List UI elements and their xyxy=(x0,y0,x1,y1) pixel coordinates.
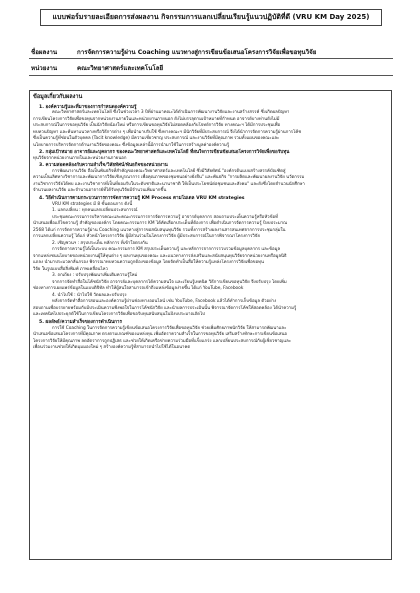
section-4-line: จากแหล่งชนนโยบายของหน่วยงานผู้ให้ทุนต่าง ๆ ผลงานทุนของคณะ และแนวทางการส่งเสริมและสนับสนุนทุนวิจัยจากหน่วยงานหรือมูลนิธิ xyxy=(33,253,287,259)
section-2-line: ทุนวิจัยจากหน่วยงานภายในและหน่วยงานภายนอก xyxy=(33,155,127,161)
section-4-line: VRU KM strategies มี 8 ขั้นตอนการ ดังนี้ xyxy=(52,201,133,207)
section-3-line: ความเป็นเลิศทางวิชาการและพัฒนาการวิจัยเชิงบูรณาการ เพื่อคุณภาพของชุมชนอย่างยั่งยืน" และพันธกิจ "การผลิตและพัฒนาผลงานวิจัย นวัตกรรม xyxy=(33,175,305,180)
section-1-heading: 1. องค์ความรู้และที่มาของการกำหนดองค์ความรู้ xyxy=(39,105,137,110)
section-4-step: 4. นำไปใช้ : นำไปใช้ วัดผลและปรับปรุง xyxy=(52,292,127,298)
section-4-step: 2. เชิญชวนฯ : สรุปประเด็น หลักการ ที่เข้าใจตรงกัน xyxy=(52,240,148,246)
section-4-line: สอบถามเพื่อบรรยายพร้อมกับมีประเมินความพึงพอใจในการโค้ชนักวิจัย และนำผลการประเมินนั้น พิจารณาจัดการโค้ชให้สอดคล้อง ได้นำความรู้ xyxy=(33,305,297,311)
document-title: แบบฟอร์มรายละเอียดการส่งผลงาน กิจกรรมการแลกเปลี่ยนเรียนรู้แนวปฏิบัติที่ดี (VRU KM Day 2025) xyxy=(40,9,382,26)
section-4-line: แถลง นำมาประมวลกลั่นกรอง พิจารณาทบทวนความถูกต้องของข้อมูล โดยจัดทำเป็นสื่อให้ความรู้แหล่งโครงการวิจัยเพื่อขอทุน xyxy=(33,260,264,265)
section-4-line: นำเสนอเพื่อแก้ไขความรู้ สำคัญขององค์กร โดยคณะกรรมการ KM ได้คัดเลือกประเด็นที่ต้องการ เพื่อดำเนินการจัดการความรู้ ปีงบประมาณ xyxy=(33,221,288,226)
section-4-line: 2568 ได้แก่ การจัดการความรู้ผ่าน Coaching แนวทางสู่การขอสนับสนุนทุนวิจัย รวมทั้งการสร้างผลงานสารสนเทศจากการประชุมกลุ่มใน xyxy=(33,227,286,233)
section-4-line: การแลกเปลี่ยนความรู้ ได้แก่ หัวหน้าโครงการวิจัย ผู้มีส่วนร่วมในโครงการวิจัย ผู้มีประสบการณ์ในการพิจารณาโครงการวิจัย xyxy=(33,234,260,239)
section-4-line: ประชุมคณะกรรมการบริหารคณะและคณะกรรมการการจัดการความรู้ อาจารย์บุคลากร สอบถามประเด็นความรู้หรือหัวข้อที่ xyxy=(52,214,278,220)
topic-label: ชื่อผลงาน xyxy=(31,49,58,56)
section-4-line: และเทคนิคไปประยุกต์ใช้ในการเขียนโครงการวิจัยเพื่อขอรับทุนสนับสนุนในปีงบประมาณถัดไป xyxy=(33,312,205,317)
section-5-line: เพื่อนร่วมงานช่วยให้เกิดมุมมองใหม่ ๆ สร้างองค์ความรู้ที่สามารถนำไปใช้ได้ในอนาคต xyxy=(33,345,191,350)
section-5-line: นำเสนอข้อเสนอโครงการที่มีคุณภาพ ตรงตามเกณฑ์ของแหล่งทุน เพิ่มอัตราความสำเร็จในการขอทุนวิจัย เสริมสร้างทักษะการเขียนข้อเสนอ xyxy=(33,332,288,337)
section-3-line: จำนวนผลงานวิจัย และจำนวนอาจารย์ที่ได้รับทุนวิจัยมีจำนวนเพิ่มมากขึ้น xyxy=(33,188,167,193)
section-4-line: จากการจัดทำสื่อในโค้ชนักวิจัย อาจารย์และบุคลากรได้ความสนใจ และเรียนรู้เทคนิค วิธีการเขียนขอทุนวิจัย จึงปรับปรุง โดยเพิ่ม xyxy=(52,279,287,285)
section-4-step: 1. แลกเปลี่ยน : ทุกคนแลกเปลี่ยนประสบการณ์ xyxy=(52,208,138,213)
section-1-line: คณะวิทยาศาสตร์และเทคโนโลยี ซึ่งในช่วงเวลา 3 ปีที่ผ่านมาคณะได้ดำเนินการพัฒนางานวิจัยและงานสร้างสรรค์ ซึ่งเกิดผลปัญหา xyxy=(52,110,290,115)
work-info-box xyxy=(29,90,392,560)
section-4-line: การจัดการความรู้ได้เป็นระบบ คณะกรรมการ KM สรุปประเด็นความรู้ และหลักการจากการรวบรวมข้อมูลบุคลากร และข้อมูล xyxy=(52,247,281,252)
section-2-heading: 2. กลุ่มเป้าหมาย อาจารย์และบุคลากร ของคณะวิทยาศาสตร์และเทคโนโลยี ที่สนใจการเขียนข้อเสนอโครงการวิจัยเพื่อขอรับทุน xyxy=(39,150,290,155)
unit-value: คณะวิทยาศาสตร์และเทคโนโลยี xyxy=(77,65,164,72)
topic-divider xyxy=(29,58,393,59)
topic-value: การจัดการความรู้ผ่าน Coaching แนวทางสู่การเขียนข้อเสนอโครงการวิจัยเพื่อขอทุนวิจัย xyxy=(77,49,317,56)
section-4-line: ช่องทางการเผยแพร่ข้อมูลในแบบดิจิทัล ทำให้ผู้สนใจสามารถเข้าถึงแหล่งข้อมูลง่ายขึ้น ได้แก่ YouTube, Facebook xyxy=(33,286,244,291)
section-4-heading: 4. วิธีดำเนินการตามกระบวนการการจัดการความรู้ KM Process ตามโมเดล VRU KM strategies xyxy=(39,196,245,201)
section-3-line: การพัฒนางานวิจัย ถือเป็นพันธกิจที่สำคัญของคณะวิทยาศาสตร์และเทคโนโลยี ซึ่งมีวิสัยทัศน์ "องค์กรต้นแบบสร้างสรรค์บัณฑิตสู่ xyxy=(52,168,286,174)
section-4-step: 3. ถกเถียง : ปรับปรุงพัฒนาเพิ่มเติมความรู้ใหม่ xyxy=(52,273,138,278)
section-4-line: วิจัย ในรูปแบบสื่อสิ่งพิมพ์ ภาพเคลื่อนไหว xyxy=(33,266,108,272)
section-1-line: ซึ่งเป็นความรู้ที่ซ่อนในตัวบุคคล (Tacit knowledge) มีความเชี่ยวชาญ ประสบการณ์ และงานวิจัยที่มีคุณภาพ รวมทั้งแผนของคณะและ xyxy=(33,136,280,141)
section-3-heading: 3. ความสอดคล้องกับความสำเร็จ/วิสัยทัศน์/พันธกิจของหน่วยงาน xyxy=(39,163,168,168)
section-1-line: ทบทวนปัญหา และค้นหาแนวทางหรือวิธีการต่าง ๆ เพื่อนำมาปรับใช้ ซึ่งทางคณะฯ มีนักวิจัยที่มีประสบการณ์ จึงได้นำการจัดการความรู้ผ่านการโค้ช xyxy=(33,129,302,135)
unit-label: หน่วยงาน xyxy=(31,65,58,72)
section-5-heading: 5. ผลลัพธ์/ความสำเร็จของการดำเนินการ xyxy=(39,320,122,325)
section-4-line: หลังจากจัดทำสื่อการสอนและองค์ความรู้ผ่านช่องทางออนไลน์ เช่น YouTube, Facebook แล้วได้ทำการเก็บข้อมูล ตัวอย่าง xyxy=(52,299,277,304)
section-1-line: ประสบการณ์ในการขอทุนวิจัย เป็นนักวิจัยน้องใหม่ หรือการเขียนขอทุนวิจัยไม่สอดคล้องกับโจทย์การวิจัย ทางคณะฯ ได้มีการประชุมเพื่อ xyxy=(33,123,281,128)
section-1-line: การเขียนโครงการวิจัยเพื่อขอทุนจากหน่วยงานภายในและหน่วยงานภายนอก ยังไม่บรรลุตามเป้าหมายที่กำหนด อาจารย์บางท่านยังไม่มี xyxy=(33,116,280,122)
section-3-line: งานวิชาการวิจัยได้พบ และงานวิชาการที่เป็นที่ยอมรับในระดับชาติและนานาชาติ ให้เป็นประโยชน์ต่อชุมชนและสังคม" และยังซึ่งโดยจำนวนนักศึกษา xyxy=(33,181,305,187)
section-5-line: โครงการวิจัยให้มีคุณภาพ ลดอัตราการถูกปฏิเสธ และช่วยให้เกิดเครือข่ายความร่วมมือที่แข็งแกร่ง แลกเปลี่ยนประสบการณ์กับผู้เชี่ยวชาญและ xyxy=(33,338,292,344)
section-5-line: การใช้ Coaching ในการจัดการความรู้เขียนข้อเสนอโครงการวิจัยเพื่อขอทุนวิจัย ช่วยเพิ่มศักยภาพนักวิจัย ให้สามารถพัฒนาและ xyxy=(52,325,287,331)
box-title: ข้อมูลเกี่ยวกับผลงาน xyxy=(33,94,83,100)
unit-divider xyxy=(29,75,393,76)
section-1-line: นโยบายการบริหารจัดการด้านงานวิจัยของคณะ ซึ่งข้อมูลเหล่านี้มีการนำมาใช้ในการสร้างมูลค่าองค์ความรู้ xyxy=(33,142,230,148)
